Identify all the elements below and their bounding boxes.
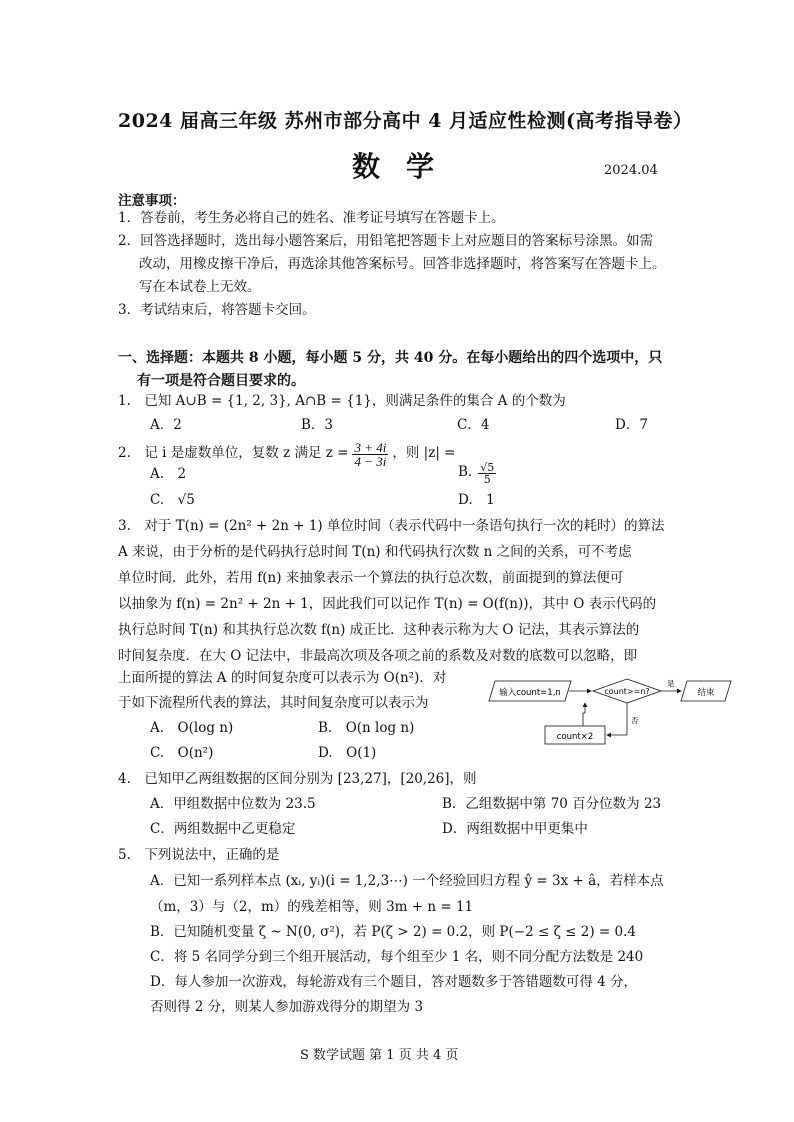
notice-item-2-cont: 改动，用橡皮擦干净后，再选涂其他答案标号。回答非选择题时，将答案写在答题卡上。 (139, 256, 666, 272)
q3-line-8: 于如下流程所代表的算法，其时间复杂度可以表示为 (118, 695, 429, 711)
flow-input-label: 输入count=1,n (499, 688, 561, 698)
notice-item-1: 1．答卷前，考生务必将自己的姓名、准考证号填写在答题卡上。 (118, 210, 505, 226)
q3-line-1: 3. 对于 T(n) = (2n² + 2n + 1) 单位时间（表示代码中一条语句执行一次的耗时）的算法 (118, 518, 665, 534)
q3-flowchart (485, 673, 735, 753)
q4-option-d: D．两组数据中甲更集中 (442, 821, 588, 837)
q3-line-2: A 来说，由于分析的是代码执行总时间 T(n) 和代码执行次数 n 之间的关系，可不考虑 (118, 544, 632, 560)
q2-option-b-num: √5 (480, 460, 495, 474)
exam-title: 2024 届高三年级 苏州市部分高中 4 月适应性检测(高考指导卷） (118, 110, 693, 132)
q2-option-b-label: B. (458, 464, 473, 481)
q3-line-3: 单位时间．此外，若用 f(n) 来抽象表示一个算法的执行总次数，前面提到的算法便可 (118, 570, 624, 586)
notice-heading: 注意事项： (118, 193, 186, 209)
q3-line-4: 以抽象为 f(n) = 2n² + 2n + 1，因此我们可以记作 T(n) = O(f(n))，其中 O 表示代码的 (118, 596, 657, 612)
q3-option-a: A. O(log n) (150, 720, 234, 736)
q4-option-c: C．两组数据中乙更稳定 (150, 821, 296, 837)
q5-option-d: D．每人参加一次游戏，每轮游戏有三个题目，答对题数多于答错题数可得 4 分， (150, 974, 637, 990)
q5-option-a: A．已知一系列样本点 (xᵢ, yᵢ)(i = 1,2,3⋯) 一个经验回归方程 ŷ = 3x + â，若样本点 (150, 873, 664, 889)
q5-option-d-cont: 否则得 2 分，则某人参加游戏得分的期望为 3 (150, 999, 424, 1015)
q5-option-a-cont: （m，3）与（2，m）的残差相等，则 3m + n = 11 (150, 899, 474, 915)
q2-fraction-num: 3 + 4i (354, 439, 387, 455)
flow-arrow-loop (583, 703, 585, 726)
q4-option-b: B．乙组数据中第 70 百分位数为 23 (442, 796, 662, 812)
q5-option-c: C．将 5 名同学分到三个组开展活动，每个组至少 1 名，则不同分配方法数是 240 (150, 949, 644, 965)
q4-option-a: A．甲组数据中位数为 23.5 (150, 796, 316, 812)
q5-stem: 5. 下列说法中，正确的是 (118, 847, 280, 863)
q1-option-a: A．2 (150, 417, 182, 433)
flow-yes-label: 是 (667, 679, 675, 688)
notice-item-2-end: 写在本试卷上无效。 (139, 279, 261, 295)
q4-stem: 4. 已知甲乙两组数据的区间分别为 [23,27]，[20,26]，则 (118, 771, 477, 787)
q1-stem: 1. 已知 A∪B = {1, 2, 3}, A∩B = {1}，则满足条件的集合 A 的个数为 (118, 393, 566, 409)
notice-item-2: 2．回答选择题时，选出每小题答案后，用铅笔把答题卡上对应题目的答案标号涂黑。如需 (118, 233, 654, 249)
q2-option-a: A. 2 (150, 466, 187, 482)
q2-stem-post: ，则 |z| = (392, 445, 456, 462)
exam-date: 2024.04 (604, 163, 658, 178)
q2-option-b-den: 5 (483, 472, 491, 486)
q3-option-c: C. O(n²) (150, 745, 214, 761)
q3-option-b: B. O(n log n) (318, 720, 415, 736)
q2-fraction-den: 4 − 3i (354, 453, 387, 469)
q2-option-b (458, 456, 496, 490)
q2-option-b-fraction (478, 462, 496, 485)
flow-step-label: count×2 (556, 732, 594, 742)
q1-option-c: C．4 (457, 417, 490, 433)
subject-title: 数学 (352, 150, 461, 183)
q3-line-7: 上面所提的算法 A 的时间复杂度可以表示为 O(n²)．对 (118, 670, 447, 686)
q2-fraction (352, 441, 388, 468)
page-footer: S 数学试题 第 1 页 共 4 页 (300, 1048, 459, 1063)
q2-option-c: C. √5 (150, 492, 195, 508)
q3-option-d: D. O(1) (318, 745, 377, 761)
q1-option-b: B．3 (301, 417, 334, 433)
flow-end-label: 结束 (697, 688, 715, 698)
q1-option-d: D．7 (615, 417, 648, 433)
q2-option-d: D. 1 (458, 492, 495, 508)
section-heading-cont: 有一项是符合题目要求的。 (137, 373, 305, 389)
q3-line-6: 时间复杂度．在大 O 记法中，非最高次项及各项之前的系数及对数的底数可以忽略，即 (118, 648, 638, 664)
notice-item-3: 3．考试结束后，将答题卡交回。 (118, 302, 316, 318)
q5-option-b: B．已知随机变量 ζ ~ N(0, σ²)，若 P(ζ > 2) = 0.2，则 P(−2 ≤ ζ ≤ 2) = 0.4 (150, 924, 637, 940)
section-heading: 一、选择题：本题共 8 小题，每小题 5 分，共 40 分。在每小题给出的四个选项中，只 (118, 350, 663, 366)
flow-decision-label: count>=n? (604, 687, 650, 696)
q2-stem-pre: 2. 记 i 是虚数单位，复数 z 满足 z = (118, 445, 349, 462)
q3-line-5: 执行总时间 T(n) 和其执行总次数 f(n) 成正比．这种表示称为大 O 记法，其表示算法的 (118, 622, 640, 638)
flow-no-label: 否 (631, 716, 639, 725)
